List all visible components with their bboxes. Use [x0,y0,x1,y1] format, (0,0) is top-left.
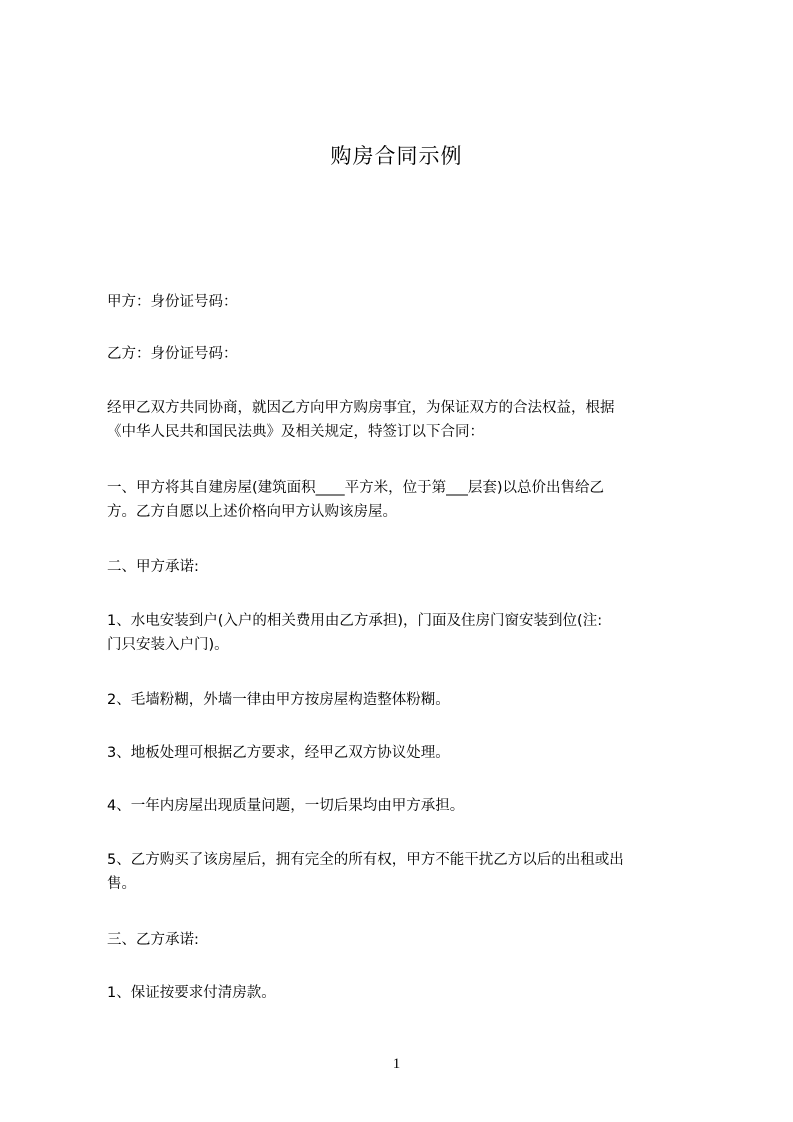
paragraph-line: 3、地板处理可根据乙方要求，经甲乙双方协议处理。 [107,745,450,761]
document-title: 购房合同示例 [330,144,463,168]
paragraph-line: 经甲乙双方共同协商，就因乙方向甲方购房事宜，为保证双方的合法权益，根据 [107,400,615,416]
paragraph-line: 乙方：身份证号码： [107,346,238,362]
paragraph-line: 1、水电安装到户(入户的相关费用由乙方承担)，门面及住房门窗安装到位(注: [107,613,603,629]
paragraph-clause-2-item-1 [107,609,711,657]
paragraph-clause-2-heading [107,555,711,579]
paragraph-clause-2-item-4 [107,794,711,818]
paragraph-line: 4、一年内房屋出现质量问题，一切后果均由甲方承担。 [107,798,465,814]
paragraph-line: 一、甲方将其自建房屋(建筑面积____平方米，位于第___层套)以总价出售给乙 [107,480,605,496]
paragraph-clause-2-item-3 [107,741,711,765]
paragraph-clause-1 [107,476,711,524]
paragraph-clause-2-item-2 [107,688,711,712]
paragraph-party-b [107,342,711,366]
paragraph-preamble [107,396,711,444]
paragraph-line: 门只安装入户门)。 [107,637,229,653]
paragraph-line: 二、甲方承诺: [107,559,199,575]
paragraph-line: 甲方：身份证号码： [107,294,238,310]
paragraph-line: 三、乙方承诺: [107,932,199,948]
paragraph-line: 方。乙方自愿以上述价格向甲方认购该房屋。 [107,504,397,520]
paragraph-line: 售。 [107,876,136,892]
paragraph-line: 1、保证按要求付清房款。 [107,985,276,1001]
paragraph-line: 2、毛墙粉糊，外墙一律由甲方按房屋构造整体粉糊。 [107,692,450,708]
paragraph-clause-3-heading [107,928,711,952]
page-number: 1 [392,1056,401,1072]
paragraph-party-a [107,290,711,314]
paragraph-clause-3-item-1 [107,981,711,1005]
paragraph-line: 《中华人民共和国民法典》及相关规定，特签订以下合同： [107,424,484,440]
paragraph-clause-2-item-5 [107,848,711,896]
paragraph-line: 5、乙方购买了该房屋后，拥有完全的所有权，甲方不能干扰乙方以后的出租或出 [107,852,624,868]
